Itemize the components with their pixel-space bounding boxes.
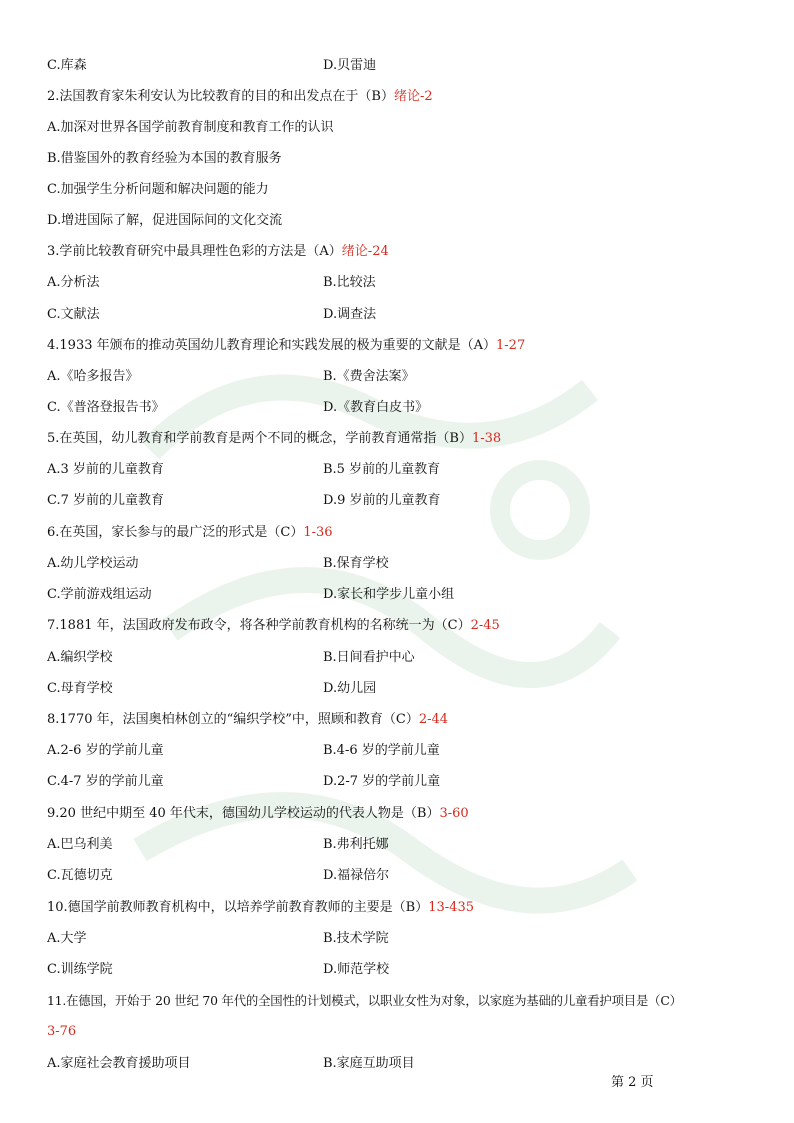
q8-ref: 2-44 (418, 712, 449, 727)
q3-option-b: B.比较法 (323, 275, 376, 290)
q4-option-a: A.《哈多报告》 (47, 369, 139, 384)
q9-option-a: A.巴乌利美 (47, 837, 113, 852)
q9-option-c: C.瓦德切克 (47, 868, 113, 883)
q6-option-b: B.保育学校 (323, 556, 389, 571)
q3-option-c: C.文献法 (47, 307, 100, 322)
q3-question (47, 243, 389, 261)
q5-option-d: D.9 岁前的儿童教育 (323, 493, 441, 508)
q9-text: 9.20 世纪中期至 40 年代末，德国幼儿学校运动的代表人物是（B） (47, 806, 440, 821)
q10-option-b: B.技术学院 (323, 931, 389, 946)
q8-option-a: A.2-6 岁的学前儿童 (47, 743, 164, 758)
q3-ref: 绪论-24 (341, 244, 389, 259)
q10-question (47, 899, 474, 917)
q5-question (47, 430, 501, 448)
q7-ref: 2-45 (470, 618, 500, 633)
q10-option-d: D.师范学校 (323, 962, 390, 977)
q6-ref: 1-36 (303, 525, 333, 540)
q10-option-c: C.训练学院 (47, 962, 113, 977)
q2-text: 2.法国教育家朱利安认为比较教育的目的和出发点在于（B） (47, 89, 394, 104)
q7-option-b: B.日间看护中心 (323, 650, 415, 665)
q4-option-c: C.《普洛登报告书》 (47, 400, 165, 415)
q6-text: 6.在英国，家长参与的最广泛的形式是（C） (47, 525, 304, 540)
q7-option-d: D.幼儿园 (323, 681, 377, 696)
q2-option-c: C.加强学生分析问题和解决问题的能力 (47, 182, 269, 197)
q7-question (47, 617, 500, 635)
q1-option-c: C.库森 (47, 58, 87, 73)
q2-question (47, 88, 433, 106)
q5-option-a: A.3 岁前的儿童教育 (47, 462, 164, 477)
q8-option-c: C.4-7 岁的学前儿童 (47, 774, 164, 789)
q5-text: 5.在英国，幼儿教育和学前教育是两个不同的概念，学前教育通常指（B） (47, 431, 472, 446)
q2-ref: 绪论-2 (393, 89, 433, 104)
q6-option-c: C.学前游戏组运动 (47, 587, 152, 602)
q10-option-a: A.大学 (47, 931, 87, 946)
q9-question (47, 805, 469, 823)
q5-ref: 1-38 (471, 431, 502, 446)
q9-option-b: B.弗利托娜 (323, 837, 389, 852)
q8-question (47, 711, 448, 729)
q10-ref: 13-435 (428, 900, 474, 915)
q6-question (47, 524, 333, 542)
q2-option-a: A.加深对世界各国学前教育制度和教育工作的认识 (47, 120, 334, 135)
q4-option-b: B.《费舍法案》 (323, 369, 415, 384)
q5-option-c: C.7 岁前的儿童教育 (47, 493, 165, 508)
q7-option-c: C.母育学校 (47, 681, 113, 696)
q7-option-a: A.编织学校 (47, 650, 113, 665)
q3-text: 3.学前比较教育研究中最具理性色彩的方法是（A） (47, 244, 342, 259)
q8-text: 8.1770 年，法国奥柏林创立的“编织学校”中，照顾和教育（C） (47, 712, 419, 727)
q6-option-a: A.幼儿学校运动 (47, 556, 139, 571)
q3-option-a: A.分析法 (47, 275, 100, 290)
q3-option-d: D.调查法 (323, 307, 377, 322)
q4-question (47, 337, 525, 355)
q9-ref: 3-60 (439, 806, 469, 821)
q4-ref: 1-27 (496, 338, 526, 353)
q11-option-a: A.家庭社会教育援助项目 (47, 1056, 191, 1071)
q7-text: 7.1881 年，法国政府发布政令，将各种学前教育机构的名称统一为（C） (47, 618, 471, 633)
q4-text: 4.1933 年颁布的推动英国幼儿教育理论和实践发展的极为重要的文献是（A） (47, 338, 497, 353)
page-number: 第 2 页 (611, 1075, 654, 1090)
q1-option-d: D.贝雷迪 (323, 58, 377, 73)
q10-text: 10.德国学前教师教育机构中，以培养学前教育教师的主要是（B） (47, 900, 429, 915)
q2-option-b: B.借鉴国外的教育经验为本国的教育服务 (47, 151, 282, 166)
q11-question: 11.在德国，开始于 20 世纪 70 年代的全国性的计划模式，以职业女性为对象，以家庭为基础的儿童看护项目是（C） (47, 993, 682, 1008)
q9-option-d: D.福禄倍尔 (323, 868, 390, 883)
q11-option-b: B.家庭互助项目 (323, 1056, 415, 1071)
q4-option-d: D.《教育白皮书》 (323, 400, 429, 415)
q2-option-d: D.增进国际了解，促进国际间的文化交流 (47, 213, 283, 228)
q5-option-b: B.5 岁前的儿童教育 (323, 462, 441, 477)
q8-option-b: B.4-6 岁的学前儿童 (323, 743, 440, 758)
q8-option-d: D.2-7 岁的学前儿童 (323, 774, 441, 789)
q6-option-d: D.家长和学步儿童小组 (323, 587, 455, 602)
q11-ref: 3-76 (47, 1024, 77, 1039)
